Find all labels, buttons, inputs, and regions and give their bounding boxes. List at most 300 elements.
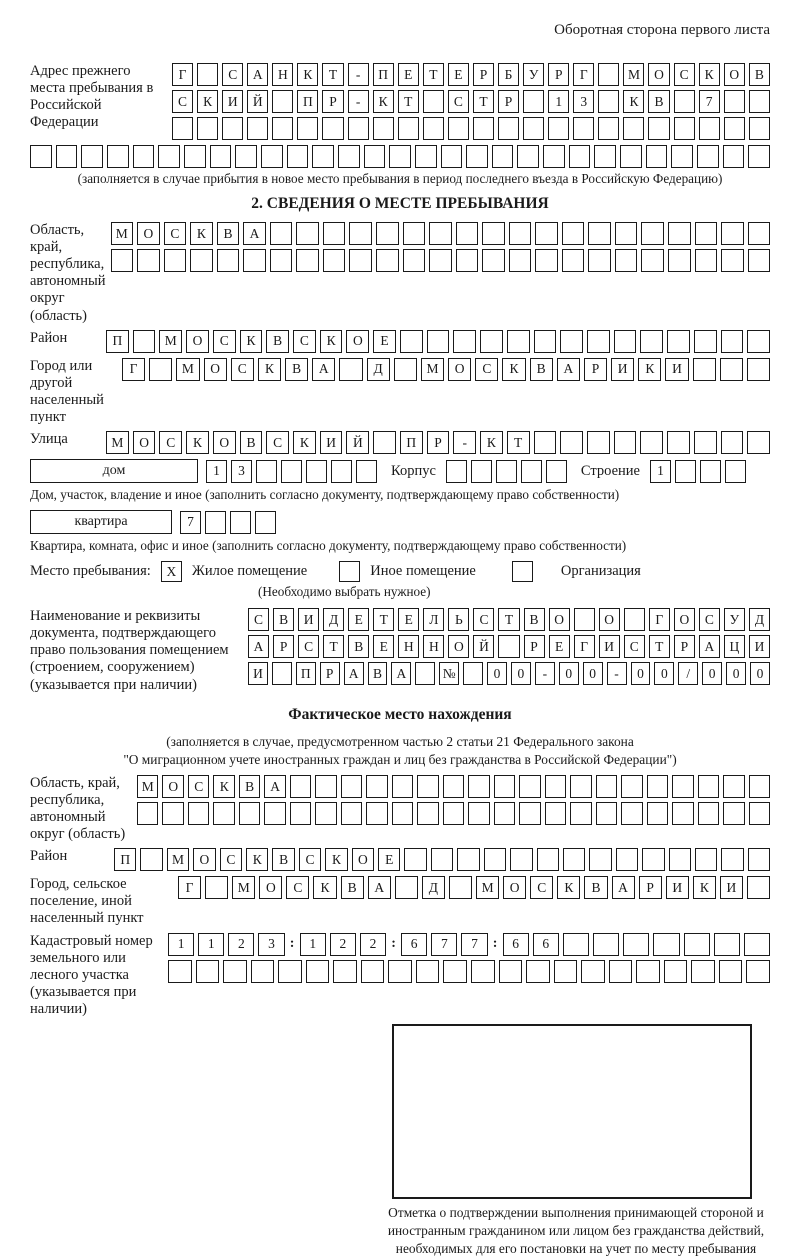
char-cell[interactable]: С (473, 608, 494, 631)
char-cell[interactable]: - (607, 662, 627, 685)
char-cell[interactable] (270, 249, 293, 272)
char-cell[interactable]: К (320, 330, 343, 353)
char-cell[interactable] (243, 249, 266, 272)
char-cell[interactable] (416, 960, 440, 983)
char-cell[interactable]: 0 (583, 662, 603, 685)
char-cell[interactable] (695, 249, 718, 272)
char-cell[interactable]: 0 (750, 662, 770, 685)
char-cell[interactable] (594, 145, 616, 168)
char-cell[interactable] (546, 460, 567, 483)
char-cell[interactable]: О (674, 608, 695, 631)
char-cell[interactable] (496, 460, 517, 483)
char-cell[interactable] (417, 802, 438, 825)
char-cell[interactable]: И (222, 90, 243, 113)
char-cell[interactable] (596, 775, 617, 798)
char-cell[interactable] (723, 145, 745, 168)
char-cell[interactable]: Л (423, 608, 444, 631)
char-cell[interactable] (230, 511, 251, 534)
char-cell[interactable] (140, 848, 162, 871)
char-cell[interactable] (392, 802, 413, 825)
char-cell[interactable] (323, 249, 346, 272)
char-cell[interactable] (137, 249, 160, 272)
char-cell[interactable] (466, 145, 488, 168)
char-cell[interactable] (509, 222, 532, 245)
char-cell[interactable] (149, 358, 172, 381)
char-cell[interactable] (306, 960, 330, 983)
char-cell[interactable] (373, 431, 396, 454)
char-cell[interactable] (562, 249, 585, 272)
char-cell[interactable] (507, 330, 530, 353)
char-cell[interactable] (484, 848, 506, 871)
char-cell[interactable] (296, 222, 319, 245)
char-cell[interactable]: С (298, 635, 319, 658)
char-cell[interactable] (700, 460, 721, 483)
char-cell[interactable] (570, 775, 591, 798)
char-cell[interactable]: О (186, 330, 209, 353)
char-cell[interactable] (694, 431, 717, 454)
stay-type-checkbox-residential[interactable]: X (161, 561, 182, 582)
char-cell[interactable] (621, 775, 642, 798)
char-cell[interactable] (492, 145, 514, 168)
char-cell[interactable] (587, 330, 610, 353)
char-cell[interactable] (588, 249, 611, 272)
char-cell[interactable]: В (524, 608, 545, 631)
char-cell[interactable] (429, 249, 452, 272)
char-cell[interactable] (482, 249, 505, 272)
char-cell[interactable]: С (188, 775, 209, 798)
char-cell[interactable]: О (346, 330, 369, 353)
char-cell[interactable]: Т (498, 608, 519, 631)
char-cell[interactable] (519, 775, 540, 798)
char-cell[interactable]: К (186, 431, 209, 454)
char-cell[interactable] (554, 960, 578, 983)
char-cell[interactable]: К (373, 90, 394, 113)
char-cell[interactable] (272, 90, 293, 113)
char-cell[interactable]: С (530, 876, 553, 899)
char-cell[interactable]: 0 (631, 662, 651, 685)
char-cell[interactable] (534, 330, 557, 353)
char-cell[interactable]: О (503, 876, 526, 899)
char-cell[interactable] (323, 222, 346, 245)
char-cell[interactable] (621, 802, 642, 825)
char-cell[interactable]: К (699, 63, 720, 86)
char-cell[interactable] (272, 662, 292, 685)
char-cell[interactable] (749, 802, 770, 825)
char-cell[interactable]: К (293, 431, 316, 454)
char-cell[interactable]: Б (498, 63, 519, 86)
char-cell[interactable]: О (193, 848, 215, 871)
char-cell[interactable] (746, 960, 770, 983)
char-cell[interactable]: К (693, 876, 716, 899)
char-cell[interactable]: А (248, 635, 269, 658)
char-cell[interactable]: 2 (360, 933, 386, 956)
char-cell[interactable]: Т (473, 90, 494, 113)
char-cell[interactable]: 2 (228, 933, 254, 956)
char-cell[interactable] (210, 145, 232, 168)
char-cell[interactable]: У (523, 63, 544, 86)
char-cell[interactable]: М (476, 876, 499, 899)
char-cell[interactable] (441, 145, 463, 168)
char-cell[interactable] (429, 222, 452, 245)
char-cell[interactable] (188, 802, 209, 825)
char-cell[interactable] (403, 249, 426, 272)
char-cell[interactable]: О (724, 63, 745, 86)
char-cell[interactable]: В (348, 635, 369, 658)
char-cell[interactable]: П (373, 63, 394, 86)
char-cell[interactable]: О (648, 63, 669, 86)
char-cell[interactable] (56, 145, 78, 168)
char-cell[interactable] (593, 933, 619, 956)
char-cell[interactable] (598, 117, 619, 140)
char-cell[interactable] (133, 330, 156, 353)
char-cell[interactable]: В (368, 662, 388, 685)
char-cell[interactable] (698, 802, 719, 825)
char-cell[interactable] (573, 117, 594, 140)
char-cell[interactable]: 7 (699, 90, 720, 113)
char-cell[interactable]: С (299, 848, 321, 871)
char-cell[interactable]: 1 (300, 933, 326, 956)
char-cell[interactable]: Р (674, 635, 695, 658)
char-cell[interactable]: Е (398, 608, 419, 631)
char-cell[interactable] (264, 802, 285, 825)
char-cell[interactable]: К (297, 63, 318, 86)
char-cell[interactable]: Р (427, 431, 450, 454)
char-cell[interactable]: Е (398, 63, 419, 86)
char-cell[interactable] (137, 802, 158, 825)
char-cell[interactable] (494, 802, 515, 825)
char-cell[interactable]: 0 (511, 662, 531, 685)
char-cell[interactable]: Р (498, 90, 519, 113)
char-cell[interactable]: С (222, 63, 243, 86)
char-cell[interactable]: О (204, 358, 227, 381)
char-cell[interactable] (217, 249, 240, 272)
char-cell[interactable] (596, 802, 617, 825)
char-cell[interactable]: В (217, 222, 240, 245)
char-cell[interactable]: Й (473, 635, 494, 658)
char-cell[interactable] (598, 90, 619, 113)
char-cell[interactable] (394, 358, 417, 381)
char-cell[interactable] (615, 222, 638, 245)
char-cell[interactable]: Е (549, 635, 570, 658)
char-cell[interactable] (570, 802, 591, 825)
char-cell[interactable] (364, 145, 386, 168)
char-cell[interactable]: О (213, 431, 236, 454)
char-cell[interactable] (213, 802, 234, 825)
char-cell[interactable] (222, 117, 243, 140)
char-cell[interactable] (560, 330, 583, 353)
char-cell[interactable]: 0 (654, 662, 674, 685)
char-cell[interactable] (587, 431, 610, 454)
char-cell[interactable]: - (453, 431, 476, 454)
char-cell[interactable] (168, 960, 192, 983)
char-cell[interactable] (338, 145, 360, 168)
char-cell[interactable] (714, 933, 740, 956)
char-cell[interactable] (297, 117, 318, 140)
char-cell[interactable] (398, 117, 419, 140)
char-cell[interactable] (449, 876, 472, 899)
char-cell[interactable]: О (133, 431, 156, 454)
char-cell[interactable]: Т (423, 63, 444, 86)
char-cell[interactable]: К (197, 90, 218, 113)
char-cell[interactable]: Е (378, 848, 400, 871)
char-cell[interactable] (624, 608, 645, 631)
char-cell[interactable] (672, 775, 693, 798)
char-cell[interactable] (563, 848, 585, 871)
char-cell[interactable] (239, 802, 260, 825)
char-cell[interactable] (562, 222, 585, 245)
char-cell[interactable]: 7 (431, 933, 457, 956)
char-cell[interactable]: Г (172, 63, 193, 86)
char-cell[interactable]: И (666, 876, 689, 899)
char-cell[interactable]: Й (346, 431, 369, 454)
char-cell[interactable]: 1 (206, 460, 227, 483)
char-cell[interactable]: К (213, 775, 234, 798)
char-cell[interactable] (448, 117, 469, 140)
char-cell[interactable] (589, 848, 611, 871)
char-cell[interactable] (366, 775, 387, 798)
char-cell[interactable]: В (266, 330, 289, 353)
char-cell[interactable] (668, 222, 691, 245)
char-cell[interactable]: 3 (573, 90, 594, 113)
char-cell[interactable] (158, 145, 180, 168)
char-cell[interactable] (389, 145, 411, 168)
char-cell[interactable]: У (724, 608, 745, 631)
char-cell[interactable]: А (312, 358, 335, 381)
char-cell[interactable]: С (220, 848, 242, 871)
char-cell[interactable]: С (164, 222, 187, 245)
char-cell[interactable] (519, 802, 540, 825)
char-cell[interactable]: О (448, 635, 469, 658)
char-cell[interactable] (312, 145, 334, 168)
char-cell[interactable]: О (549, 608, 570, 631)
char-cell[interactable] (81, 145, 103, 168)
char-cell[interactable] (671, 145, 693, 168)
char-cell[interactable] (581, 960, 605, 983)
char-cell[interactable]: 1 (168, 933, 194, 956)
char-cell[interactable] (747, 876, 770, 899)
char-cell[interactable]: Т (649, 635, 670, 658)
char-cell[interactable]: К (557, 876, 580, 899)
char-cell[interactable] (721, 249, 744, 272)
char-cell[interactable] (509, 249, 532, 272)
char-cell[interactable]: О (137, 222, 160, 245)
char-cell[interactable] (664, 960, 688, 983)
char-cell[interactable]: - (535, 662, 555, 685)
char-cell[interactable]: 7 (461, 933, 487, 956)
char-cell[interactable]: Г (178, 876, 201, 899)
house-type-box[interactable]: дом (30, 459, 198, 483)
char-cell[interactable] (748, 848, 770, 871)
char-cell[interactable] (361, 960, 385, 983)
char-cell[interactable]: В (272, 848, 294, 871)
char-cell[interactable]: Е (348, 608, 369, 631)
char-cell[interactable]: Т (373, 608, 394, 631)
char-cell[interactable]: М (167, 848, 189, 871)
char-cell[interactable] (641, 222, 664, 245)
char-cell[interactable]: В (273, 608, 294, 631)
char-cell[interactable] (721, 222, 744, 245)
char-cell[interactable] (667, 431, 690, 454)
char-cell[interactable]: 3 (231, 460, 252, 483)
char-cell[interactable]: / (678, 662, 698, 685)
char-cell[interactable]: К (240, 330, 263, 353)
char-cell[interactable] (315, 775, 336, 798)
char-cell[interactable] (415, 662, 435, 685)
char-cell[interactable] (423, 90, 444, 113)
char-cell[interactable] (614, 431, 637, 454)
char-cell[interactable] (205, 876, 228, 899)
char-cell[interactable] (647, 775, 668, 798)
char-cell[interactable] (669, 848, 691, 871)
char-cell[interactable] (691, 960, 715, 983)
char-cell[interactable] (724, 117, 745, 140)
char-cell[interactable]: П (114, 848, 136, 871)
char-cell[interactable] (747, 358, 770, 381)
char-cell[interactable]: М (421, 358, 444, 381)
char-cell[interactable]: С (293, 330, 316, 353)
char-cell[interactable] (272, 117, 293, 140)
char-cell[interactable] (443, 775, 464, 798)
char-cell[interactable] (721, 330, 744, 353)
char-cell[interactable] (535, 249, 558, 272)
char-cell[interactable]: Р (584, 358, 607, 381)
char-cell[interactable]: Е (373, 330, 396, 353)
char-cell[interactable] (456, 249, 479, 272)
char-cell[interactable] (468, 802, 489, 825)
char-cell[interactable]: О (599, 608, 620, 631)
char-cell[interactable] (588, 222, 611, 245)
char-cell[interactable]: Р (639, 876, 662, 899)
char-cell[interactable] (545, 802, 566, 825)
char-cell[interactable]: С (624, 635, 645, 658)
char-cell[interactable]: М (111, 222, 134, 245)
char-cell[interactable]: С (248, 608, 269, 631)
char-cell[interactable] (748, 145, 770, 168)
char-cell[interactable]: Г (122, 358, 145, 381)
char-cell[interactable]: Д (367, 358, 390, 381)
char-cell[interactable] (388, 960, 412, 983)
char-cell[interactable] (333, 960, 357, 983)
char-cell[interactable]: Ц (724, 635, 745, 658)
char-cell[interactable]: Н (398, 635, 419, 658)
char-cell[interactable]: Г (573, 63, 594, 86)
char-cell[interactable]: А (557, 358, 580, 381)
char-cell[interactable]: Р (273, 635, 294, 658)
char-cell[interactable] (521, 460, 542, 483)
char-cell[interactable] (560, 431, 583, 454)
char-cell[interactable] (517, 145, 539, 168)
char-cell[interactable]: К (325, 848, 347, 871)
char-cell[interactable]: О (259, 876, 282, 899)
char-cell[interactable]: И (599, 635, 620, 658)
char-cell[interactable] (498, 635, 519, 658)
char-cell[interactable] (636, 960, 660, 983)
char-cell[interactable] (598, 63, 619, 86)
char-cell[interactable] (392, 775, 413, 798)
char-cell[interactable]: А (699, 635, 720, 658)
char-cell[interactable]: М (623, 63, 644, 86)
char-cell[interactable]: П (400, 431, 423, 454)
char-cell[interactable] (164, 249, 187, 272)
char-cell[interactable]: 1 (198, 933, 224, 956)
char-cell[interactable] (694, 330, 717, 353)
char-cell[interactable] (373, 117, 394, 140)
char-cell[interactable]: Е (373, 635, 394, 658)
char-cell[interactable]: А (344, 662, 364, 685)
char-cell[interactable] (748, 222, 771, 245)
char-cell[interactable] (468, 775, 489, 798)
char-cell[interactable] (172, 117, 193, 140)
char-cell[interactable] (423, 117, 444, 140)
char-cell[interactable] (653, 933, 679, 956)
char-cell[interactable] (255, 511, 276, 534)
char-cell[interactable]: П (296, 662, 316, 685)
char-cell[interactable] (356, 460, 377, 483)
char-cell[interactable] (675, 460, 696, 483)
char-cell[interactable] (668, 249, 691, 272)
char-cell[interactable] (349, 222, 372, 245)
char-cell[interactable]: И (665, 358, 688, 381)
char-cell[interactable]: В (749, 63, 770, 86)
char-cell[interactable]: 0 (487, 662, 507, 685)
char-cell[interactable] (698, 775, 719, 798)
char-cell[interactable] (197, 117, 218, 140)
char-cell[interactable] (647, 802, 668, 825)
char-cell[interactable] (400, 330, 423, 353)
char-cell[interactable] (523, 117, 544, 140)
char-cell[interactable] (695, 222, 718, 245)
char-cell[interactable]: К (502, 358, 525, 381)
char-cell[interactable]: К (623, 90, 644, 113)
stay-type-checkbox-organization[interactable] (512, 561, 533, 582)
char-cell[interactable] (247, 117, 268, 140)
char-cell[interactable]: 1 (650, 460, 671, 483)
char-cell[interactable] (446, 460, 467, 483)
char-cell[interactable]: Е (448, 63, 469, 86)
char-cell[interactable] (615, 249, 638, 272)
char-cell[interactable]: К (313, 876, 336, 899)
char-cell[interactable] (162, 802, 183, 825)
char-cell[interactable]: Р (320, 662, 340, 685)
char-cell[interactable]: П (297, 90, 318, 113)
char-cell[interactable]: Т (323, 635, 344, 658)
char-cell[interactable]: Р (548, 63, 569, 86)
char-cell[interactable] (196, 960, 220, 983)
char-cell[interactable] (341, 775, 362, 798)
char-cell[interactable] (623, 933, 649, 956)
char-cell[interactable]: С (231, 358, 254, 381)
char-cell[interactable] (482, 222, 505, 245)
char-cell[interactable] (296, 249, 319, 272)
char-cell[interactable] (456, 222, 479, 245)
char-cell[interactable] (667, 330, 690, 353)
char-cell[interactable]: А (247, 63, 268, 86)
char-cell[interactable]: В (341, 876, 364, 899)
char-cell[interactable]: 2 (330, 933, 356, 956)
apartment-type-box[interactable]: квартира (30, 510, 172, 534)
char-cell[interactable] (620, 145, 642, 168)
char-cell[interactable]: 7 (180, 511, 201, 534)
char-cell[interactable]: Д (749, 608, 770, 631)
char-cell[interactable]: И (720, 876, 743, 899)
char-cell[interactable] (417, 775, 438, 798)
char-cell[interactable] (534, 431, 557, 454)
char-cell[interactable]: П (106, 330, 129, 353)
char-cell[interactable] (251, 960, 275, 983)
char-cell[interactable]: К (190, 222, 213, 245)
char-cell[interactable] (471, 460, 492, 483)
char-cell[interactable]: И (611, 358, 634, 381)
